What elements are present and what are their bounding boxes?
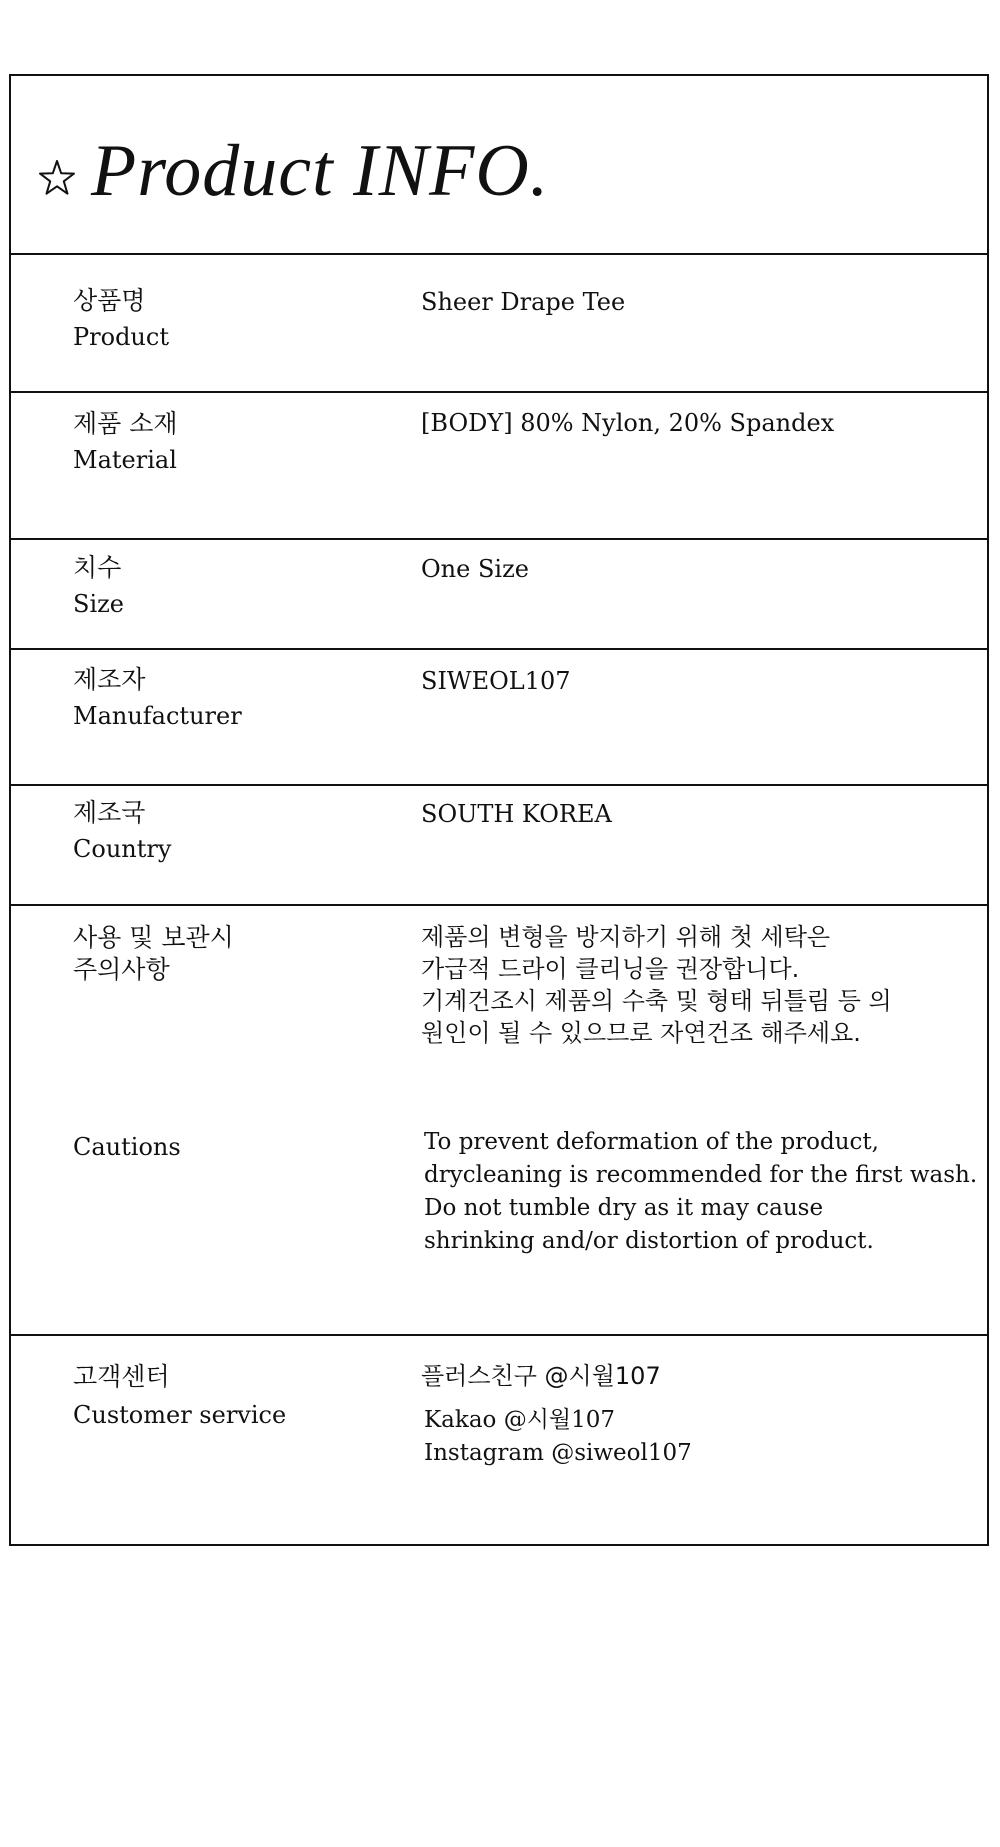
caution-line: drycleaning is recommended for the first wash. <box>424 1162 978 1188</box>
label-korean: 제품 소재 <box>73 409 178 438</box>
info-row-customer-service <box>11 1334 987 1544</box>
caution-line: shrinking and/or distortion of product. <box>424 1228 874 1254</box>
label-english: Manufacturer <box>73 702 242 730</box>
material-value: [BODY] 80% Nylon, 20% Spandex <box>421 409 835 437</box>
label-english: Product <box>73 323 169 351</box>
caution-line: 원인이 될 수 있으므로 자연건조 해주세요. <box>421 1019 861 1047</box>
row-label <box>73 662 242 734</box>
plus-friend-text: 플러스친구 @시월107 <box>421 1362 661 1390</box>
row-label <box>73 795 171 867</box>
caution-line: To prevent deformation of the product, <box>424 1129 879 1155</box>
info-row-material <box>11 391 987 540</box>
label-korean: 제조국 <box>73 798 146 827</box>
label-korean: 고객센터 <box>73 1362 170 1391</box>
info-row-manufacturer <box>11 648 987 786</box>
info-row-cautions <box>11 904 987 1336</box>
row-label <box>73 922 234 986</box>
label-english <box>73 1129 181 1165</box>
row-label <box>73 550 124 622</box>
product-info-header <box>11 76 987 255</box>
label-korean-line: 주의사항 <box>73 955 170 984</box>
caution-line: 제품의 변형을 방지하기 위해 첫 세탁은 <box>421 923 831 951</box>
label-english: Size <box>73 590 124 618</box>
kakao-contact: Kakao @시월107 <box>424 1407 616 1433</box>
caution-line: 가급적 드라이 클리닝을 권장합니다. <box>421 955 800 983</box>
country-value: SOUTH KOREA <box>421 800 612 828</box>
row-label <box>73 1358 286 1434</box>
manufacturer-value: SIWEOL107 <box>421 667 571 695</box>
label-korean: 상품명 <box>73 286 146 315</box>
product-info-card <box>9 74 989 1546</box>
label-english: Customer service <box>73 1401 287 1429</box>
product-name-value: Sheer Drape Tee <box>421 288 626 316</box>
caution-line: 기계건조시 제품의 수축 및 형태 뒤틀림 등 의 <box>421 987 892 1015</box>
label-korean: 제조자 <box>73 665 146 694</box>
label-english: Country <box>73 835 172 863</box>
row-label <box>73 283 169 355</box>
row-label <box>73 406 178 478</box>
label-korean-line: 사용 및 보관시 <box>73 923 234 952</box>
cautions-korean-text <box>421 921 892 1049</box>
label-english: Material <box>73 446 177 474</box>
instagram-contact: Instagram @siweol107 <box>424 1440 692 1466</box>
info-row-size <box>11 538 987 650</box>
cautions-english-text <box>424 1126 977 1258</box>
label-english-text: Cautions <box>73 1133 181 1161</box>
info-row-product <box>11 253 987 393</box>
social-contacts <box>424 1404 692 1470</box>
star-icon <box>37 158 77 198</box>
label-korean: 치수 <box>73 553 122 582</box>
page-title: Product INFO. <box>91 130 550 212</box>
info-row-country <box>11 784 987 906</box>
size-value: One Size <box>421 555 529 583</box>
caution-line: Do not tumble dry as it may cause <box>424 1195 824 1221</box>
